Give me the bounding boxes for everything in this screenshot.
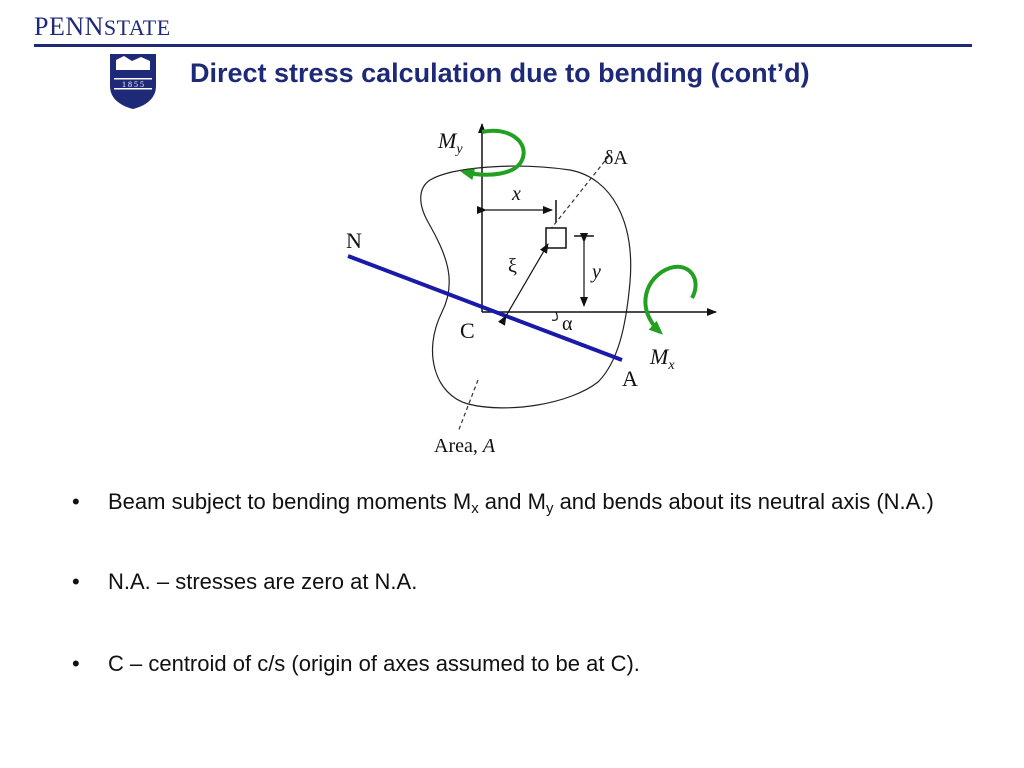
Mx-moment-arrow — [645, 267, 695, 332]
A-label: A — [622, 366, 638, 391]
xi-label: ξ — [508, 255, 517, 277]
bending-diagram — [330, 112, 730, 462]
alpha-label: α — [562, 313, 573, 335]
header-rule — [34, 44, 972, 47]
logo-text-main: PENN — [34, 12, 104, 41]
N-label: N — [346, 228, 362, 253]
dA-label: δA — [604, 147, 628, 169]
y-dimension-label: y — [592, 261, 601, 283]
bullet-list — [72, 486, 972, 728]
shield-year: 1 8 5 5 — [122, 80, 144, 89]
element-dA-square — [546, 228, 566, 248]
Mx-label: $M_x$ — [650, 344, 675, 373]
area-label: Area, A — [434, 435, 496, 457]
centroid-C-label: C — [460, 318, 475, 343]
dA-leader-line — [550, 152, 612, 230]
neutral-axis-line — [348, 256, 622, 360]
cross-section-outline — [421, 166, 631, 408]
My-label: $M_y$ — [438, 128, 463, 157]
bullet-item-neutral-axis: • N.A. – stresses are zero at N.A. — [72, 566, 972, 598]
slide-title: Direct stress calculation due to bending (cont’d) — [190, 58, 810, 88]
bullet-item-moments: • Beam subject to bending moments $M_x$ and $M_y$ and bends about its neutral axis (N.A.) — [72, 486, 972, 518]
logo-text-second: STATE — [103, 15, 171, 40]
pennstate-logo-text — [34, 14, 171, 40]
pennstate-shield-logo — [108, 52, 158, 110]
x-dimension-label: x — [512, 183, 521, 205]
alpha-angle-arc — [552, 312, 557, 320]
bullet-item-centroid: • C – centroid of c/s (origin of axes assumed to be at C). — [72, 648, 972, 680]
